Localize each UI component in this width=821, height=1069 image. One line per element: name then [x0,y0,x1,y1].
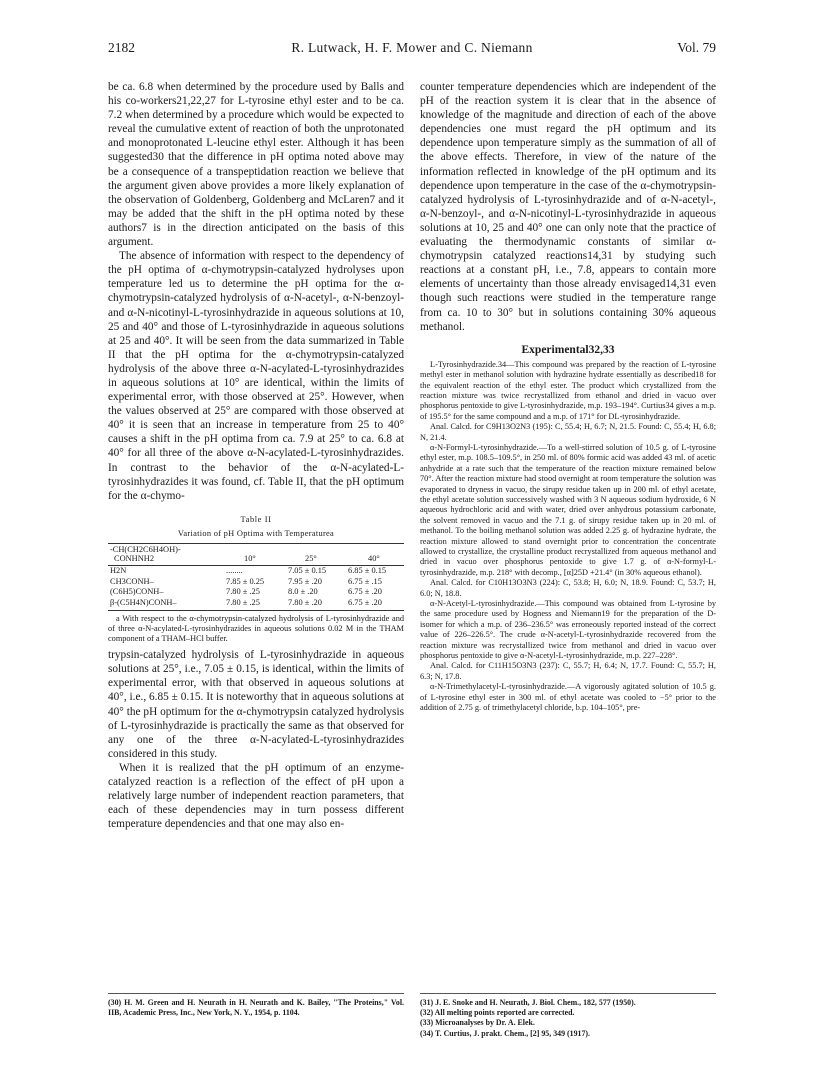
volume-label: Vol. 79 [677,40,716,55]
experimental-formyl: α-N-Formyl-L-tyrosinhydrazide.—To a well-stirred solution of 10.5 g. of L-tyrosine ethyl ester, m.p. 108.5–109.5°, in 250 ml. of 80% formic acid was added 43 ml. of acetic anhydride at a rate such that the temperature of the reaction mixture remained below 70°. After the reaction mixture had stood overnight at room temperature the solution was evaporated to dryness in vacuo, the sirupy residue taken up in 200 ml. of ethyl acetate, the ethyl acetate solution successively washed with 3 N aqueous sodium hydroxide, 6 N aqueous hydrochloric acid and with water, dried over anhydrous potassium carbonate, the solvent removed in vacuo and the 7.1 g. of sirupy residue taken up in 20 ml. of methanol. To the boiling methanol solution was added 2.25 g. of hydrazine hydrate, the reaction mixture allowed to stand overnight prior to concentration the concentrate allowed to crystallize, the crystalline product recrystallized from aqueous methanol and dried in vacuo over phosphorus pentoxide to give 1.7 g. of α-N-formyl-L-tyrosinhydrazide, m.p. 218° with decomp., [α]25D +21.4° (in 30% aqueous ethanol). [420,442,716,577]
table-row [108,598,404,609]
running-head-authors: R. Lutwack, H. F. Mower and C. Niemann [291,40,533,55]
table-ii [108,515,404,644]
table-row [108,587,404,598]
footnote-31: (31) J. E. Snoke and H. Neurath, J. Biol. Chem., 182, 577 (1950). [420,998,636,1007]
table-cell-25c: 7.80 ± .20 [288,598,322,607]
footnote-30: (30) H. M. Green and H. Neurath in H. Neurath and K. Bailey, "The Proteins," Vol. IIB, Academic Press, Inc., New York, N. Y., 1954, p. 1104. [108,998,404,1018]
table-title: Table II [240,514,272,524]
table-footnote: a With respect to the α-chymotrypsin-catalyzed hydrolysis of L-tyrosinhydrazide and of three α-N-acylated-L-tyrosinhydrazides in aqueous solutions 0.02 M in the THAM component of a THAM–HCl buffer. [108,613,404,643]
table-cell-label: CH3CONH– [110,576,154,586]
table-caption: Variation of pH Optima with Temperaturea [177,529,335,539]
right-paragraph-1: counter temperature dependencies which are independent of the pH of the reaction system it is clear that in the absence of knowledge of the magnitude and direction of each of the above dependencies one must regard the pH optimum and its dependence upon temperature simply as the summation of all of the above effects. Therefore, in view of the nature of the information reflected in knowledge of the pH optimum and its dependence upon temperature in the case of the α-chymotrypsin-catalyzed hydrolysis of L-tyrosinhydrazide and of α-N-acetyl-, α-N-benzoyl-, and α-N-nicotinyl-L-tyrosinhydrazide in aqueous solutions at 10, 25 and 40° one can only note that the practice of evaluating the thermodynamic constants of similar α-chymotrypsin catalyzed reactions14,31 by studying such reactions at a constant pH, i.e., 7.8, appears to contain more elements of uncertainty than those already envisaged14,31 even though such reactions were studied in the temperature range from ca. 10 to 30° but in solutions containing 30% aqueous methanol. [420,81,716,333]
table-cell-10c: 7.85 ± 0.25 [226,576,265,586]
table-header-10c: 10° [244,554,256,564]
table-cell-40c: 6.75 ± .20 [348,587,382,597]
footnote-34: (34) T. Curtius, J. prakt. Chem., [2] 95, 349 (1917). [420,1028,591,1038]
right-column [420,80,716,714]
table-header-40c: 40° [368,554,380,564]
table-cell-10c: 7.80 ± .25 [226,598,260,607]
experimental-acetyl: α-N-Acetyl-L-tyrosinhydrazide.—This compound was obtained from L-tyrosine by the same procedure used by Hogness and Niemann19 for the preparation of the D-isomer for which a m.p. of 236–236.5° was erroneously reported instead of the correct value of 226–226.5°. The crude α-N-acetyl-L-tyrosinhydrazide recovered from the reaction mixture was recrystallized twice from methanol and dried in vacuo over phosphorus pentoxide to give α-N-acetyl-L-tyrosinhydrazide, m.p. 227–228°. [420,599,716,661]
table-cell-10c: 7.80 ± .25 [226,587,260,597]
left-paragraph-4: When it is realized that the pH optimum of an enzyme-catalyzed reaction is a reflection of the effect of pH upon a relatively large number of independent reaction parameters, that each of these dependencies may in turn possess different temperature dependencies and that one may also en- [108,761,404,831]
table-cell-40c: 6.75 ± .20 [348,598,382,607]
footnote-33: (33) Microanalyses by Dr. A. Elek. [420,1018,535,1028]
table-cell-40c: 6.75 ± .15 [348,576,382,586]
table-cell-label: (C6H5)CONH– [110,587,164,597]
table-row [108,577,404,588]
footnote-32: (32) All melting points reported are corrected. [420,1008,575,1018]
table-header-substituent-2: CONHNH2 [114,554,155,564]
experimental-tyrosinhydrazide: L-Tyrosinhydrazide.34—This compound was prepared by the reaction of L-tyrosine methyl ester in methanol solution with hydrazine hydrate essentially as described18 for the equivalent reaction of the ethyl ester. The product which crystallized from the reaction mixture was twice recrystallized from ethanol and dried in vacuo over phosphorus pentoxide to give L-tyrosinhydrazide, m.p. 193–194°. Curtius34 gives a m.p. of 195.5° for the same compound and a m.p. of 171° for DL-tyrosinhydrazide. [420,359,716,421]
analysis-3: Anal. Calcd. for C11H15O3N3 (237): C, 55.7; H, 6.4; N, 17.7. Found: C, 55.7; H, 6.3; N, 17.8. [420,661,716,681]
table-cell-40c: 6.85 ± 0.15 [348,566,387,576]
left-paragraph-2: The absence of information with respect to the dependency of the pH optima of α-chymotrypsin-catalyzed hydrolyses upon temperature led us to determine the pH optima for the α-chymotrypsin-catalyzed hydrolysis of α-N-acetyl-, α-N-benzoyl- and α-N-nicotinyl-L-tyrosinhydrazide in aqueous solutions at 10, 25 and 40° and those of L-tyrosinhydrazide in aqueous solutions at 25 and 40°. It will be seen from the data summarized in Table II that the pH optima for the α-chymotrypsin-catalyzed hydrolysis of the above three α-N-acylated-L-tyrosinhydrazides in aqueous solutions at 10° are identical, within the limits of experimental error, with those observed at 25°. However, when the values observed at 25° are compared with those observed at 40° it is seen that an increase in temperature from 25 to 40° causes a shift in the pH optima from ca. 7.9 at 25° to ca. 6.8 at 40° for all three of the above α-N-acylated-L-tyrosinhydrazides. In contrast to the behavior of the α-N-acylated-L-tyrosinhydrazides it was found, cf. Table II, that the pH optimum for the α-chymo- [108,250,404,502]
table-header [108,543,404,566]
table-cell-25c: 7.05 ± 0.15 [288,566,327,576]
left-paragraph-1: be ca. 6.8 when determined by the procedure used by Balls and his co-workers21,22,27 for L-tyrosine ethyl ester and to be ca. 7.2 when determined by a procedure which would be expected to reveal the cumulative extent of reaction of both the unprotonated and monoprotonated L-leucine ethyl ester. Although it has been suggested30 that the difference in pH optima noted above may be a consequence of a transpeptidation reaction we believe that the argument given above provides a more likely explanation of the observation of Goldenberg, Goldenberg and McLaren7 and it may be added that the shift in the pH optima noted by these authors7 is in the direction anticipated on the basis of this argument. [108,81,404,249]
experimental-heading: Experimental32,33 [521,343,615,356]
running-head [108,40,716,58]
table-cell-label: H2N [110,566,127,576]
left-paragraph-3: trypsin-catalyzed hydrolysis of L-tyrosinhydrazide in aqueous solutions at 25°, i.e., 7.05 ± 0.15, is identical, within the limits of experimental error, with that observed in aqueous solutions at 40°, i.e., 6.85 ± 0.15. It is noteworthy that in aqueous solutions at 40° the pH optimum for the α-chymotrypsin catalyzed hydrolysis of L-tyrosinhydrazide is practically the same as that observed for any one of the three α-N-acylated-L-tyrosinhydrazides considered in this study. [108,649,404,760]
table-cell-10c: ........ [226,566,243,576]
table-header-25c: 25° [305,554,317,564]
analysis-1: Anal. Calcd. for C9H13O2N3 (195): C, 55.4; H, 6.7; N, 21.5. Found: C, 55.4; H, 6.8; N, 21.4. [420,422,716,442]
footnotes-left [108,993,404,1018]
table-cell-25c: 7.95 ± .20 [288,576,322,586]
analysis-2: Anal. Calcd. for C10H13O3N3 (224): C, 53.8; H, 6.0; N, 18.9. Found: C, 53.7; H, 6.0; N, 18.8. [420,578,716,598]
table-row [108,566,404,577]
table-cell-25c: 8.0 ± .20 [288,587,318,597]
table-cell-label: β-(C5H4N)CONH– [110,598,177,607]
page-number: 2182 [108,40,135,55]
left-column [108,80,404,831]
table-bottom-rule [108,610,404,611]
experimental-trimethylacetyl: α-N-Trimethylacetyl-L-tyrosinhydrazide.—A vigorously agitated solution of 10.5 g. of L-tyrosine ethyl ester in 300 ml. of ethyl acetate was cooled to −5° prior to the addition of 2.75 g. of trimethylacetyl chloride, b.p. 104–105°, pre- [420,682,716,713]
table-header-substituent: -CH(CH2C6H4OH)- [110,545,181,555]
footnotes-right [420,993,716,1039]
